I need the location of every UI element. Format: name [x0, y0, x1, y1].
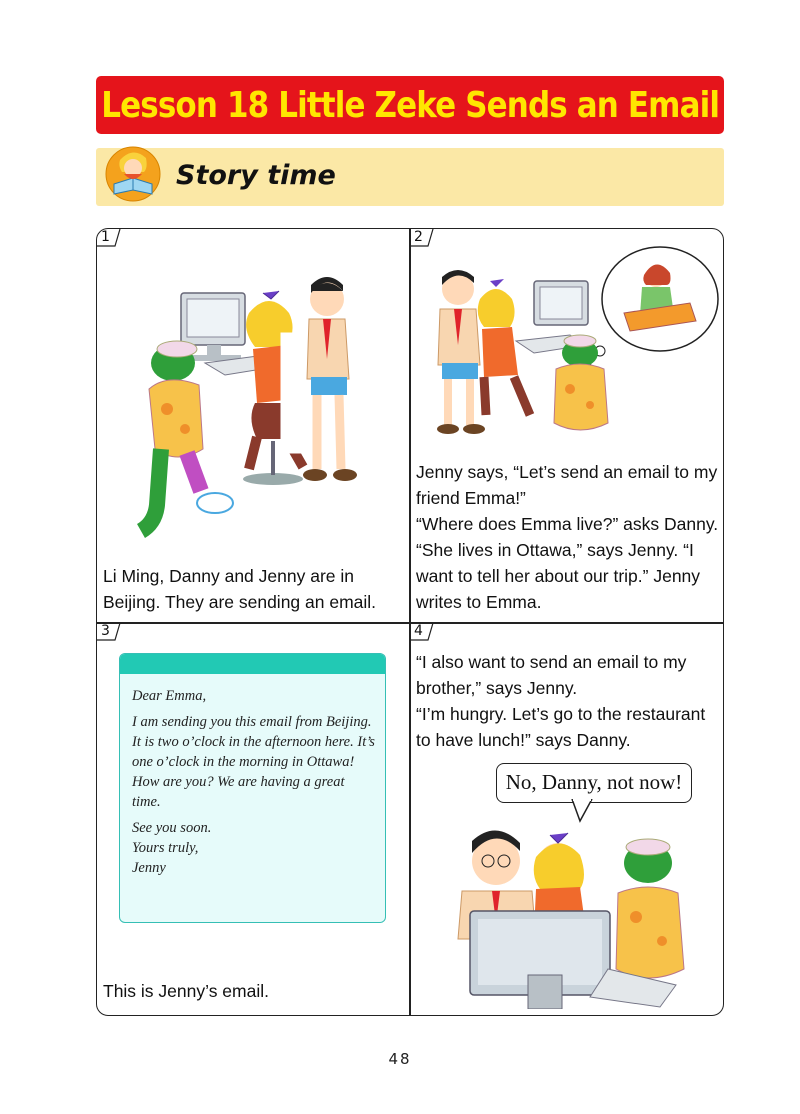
children-looking-at-monitor-illustration	[440, 819, 710, 1009]
panel-number-tab: 2	[410, 229, 434, 246]
story-panel-3	[97, 623, 409, 1015]
panel-1-text: Li Ming, Danny and Jenny are in Beijing. They are sending an email.	[103, 566, 377, 612]
panel-4-line-2: “I’m hungry. Let’s go to the restaurant to have lunch!” says Danny.	[416, 704, 706, 750]
email-message: I am sending you this email from Beijing. It is two o’clock in the afternoon here. It’s one o’clock in the morning in Ottawa! How are you? We are having a great time.	[132, 714, 375, 810]
panel-4-text	[416, 649, 716, 753]
email-window	[119, 653, 386, 923]
panel-number-tab: 4	[410, 623, 434, 640]
page-number: 48	[388, 1050, 412, 1068]
speech-bubble: No, Danny, not now!	[496, 763, 692, 803]
panel-2-text	[416, 459, 721, 615]
panel-number-tab: 3	[97, 623, 121, 640]
email-body	[120, 674, 385, 878]
panel-2-line-3: “She lives in Ottawa,” says Jenny. “I want to tell her about our trip.” Jenny writes to Emma.	[416, 540, 701, 612]
email-greeting: Dear Emma,	[132, 688, 207, 704]
panel-number-tab: 1	[97, 229, 121, 246]
panel-4-line-1: “I also want to send an email to my brother,” says Jenny.	[416, 652, 687, 698]
reading-girl-icon	[100, 138, 166, 204]
story-grid	[96, 228, 724, 1016]
email-closing-2: Yours truly,	[132, 840, 199, 856]
lesson-title: Lesson 18 Little Zeke Sends an Email	[101, 84, 719, 126]
lesson-title-bar	[96, 76, 724, 134]
email-closing-1: See you soon.	[132, 820, 212, 836]
section-bar	[96, 148, 724, 206]
panel-2-line-2: “Where does Emma live?” asks Danny.	[416, 514, 719, 534]
story-panel-4	[410, 623, 723, 1015]
children-at-computer-illustration	[137, 269, 377, 549]
section-title: Story time	[176, 160, 336, 191]
children-at-computer-illustration	[430, 265, 630, 455]
story-panel-1	[97, 229, 409, 622]
panel-3-text: This is Jenny’s email.	[103, 981, 269, 1001]
email-signature: Jenny	[132, 860, 166, 876]
email-window-header	[120, 654, 385, 674]
panel-2-line-1: Jenny says, “Let’s send an email to my friend Emma!”	[416, 462, 718, 508]
story-panel-2	[410, 229, 723, 622]
